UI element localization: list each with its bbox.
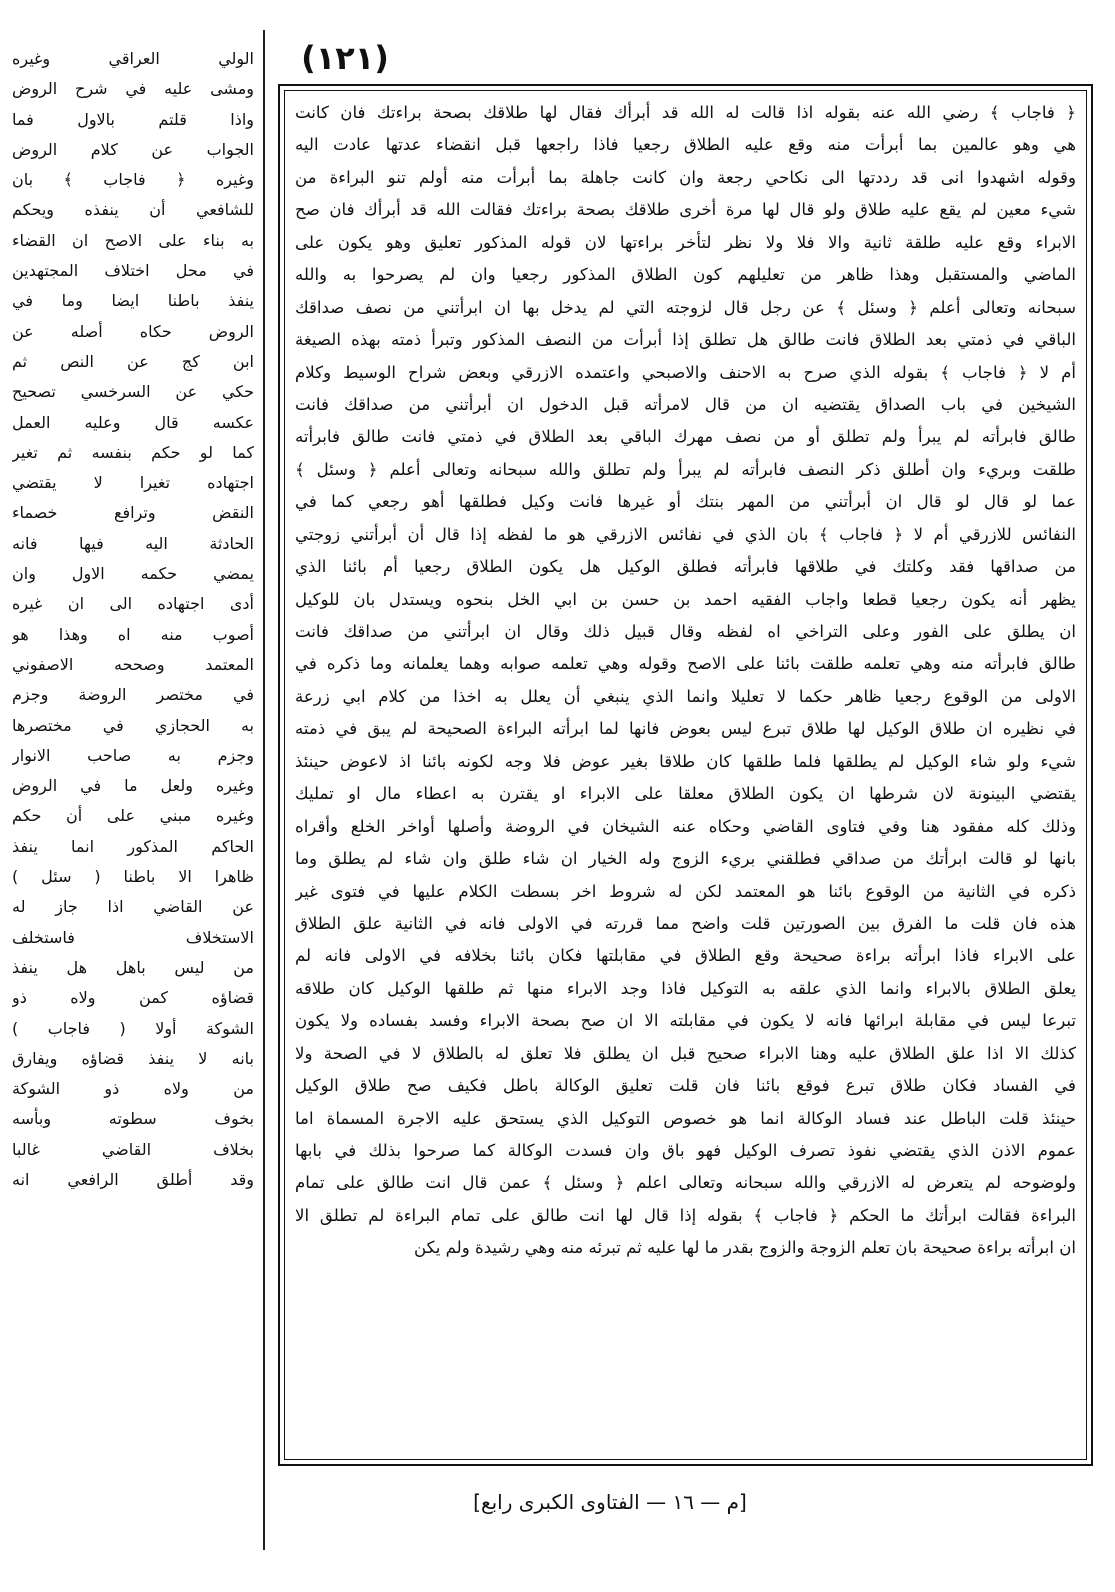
margin-text-line: وقد أطلق الرافعي انه xyxy=(12,1169,254,1189)
margin-text-line: النقض وترافع خصماء xyxy=(12,503,254,523)
margin-text-line: بخلاف القاضي غالبا xyxy=(12,1139,254,1159)
margin-text-line: في محل اختلاف المجتهدين xyxy=(12,261,254,281)
margin-text-line: من ليس باهل هل ينفذ xyxy=(12,957,254,977)
main-text-line: ان يطلق على الفور وعلى التراخي اه لفظه وقال قبيل ذلك وقال ان ابرأتني من صداقك فانت xyxy=(295,622,1076,641)
margin-text-line: بخوف سطوته وبأسه xyxy=(12,1109,254,1129)
main-text-line: البراءة فقالت ابرأتك ما الحكم ﴿ فاجاب ﴾ بقوله إذا قال لها انت طالق على تمام البراءة لم تطلق الا xyxy=(295,1205,1076,1225)
margin-text-line: واذا قلتم بالاول فما xyxy=(12,109,254,129)
margin-text-line: كما لو حكم بنفسه ثم تغير xyxy=(12,442,254,462)
margin-text-line: وجزم به صاحب الانوار xyxy=(12,745,254,765)
margin-commentary xyxy=(12,44,254,1474)
column-separator xyxy=(263,30,265,1550)
margin-text-line: حكي عن السرخسي تصحيح xyxy=(12,382,254,402)
main-text-line: هذه فان قلت ما الفرق بين الصورتين قلت واضح مما قررته في الاولى فانه في الثانية علق الطلاق xyxy=(295,913,1076,933)
main-text-line: تبرعا ليس في مقابلة ابرائها فانه لا يكون في مقابلته الا ان صح بصحة الابراء وفسد بفساده ولا يكون xyxy=(295,1011,1076,1031)
margin-text-line: الحادثة اليه فيها فانه xyxy=(12,533,254,553)
margin-text-line: الروض حكاه أصله عن xyxy=(12,321,254,341)
margin-text-line: عكسه قال وعليه العمل xyxy=(12,412,254,432)
main-text-line: هي وهو عالمين بما أبرأت منه وقع عليه الطلاق رجعيا فاذا راجعها قبل انقضاء عدتها عادت اليه xyxy=(295,135,1076,155)
main-text-line: أم لا ﴿ فاجاب ﴾ بقوله الذي صرح به الاحنف والاصبحي واعتمده الازرقي وبعض شراح الوسيط وكلام xyxy=(295,362,1076,382)
margin-text-line: الشوكة أولا ( فاجاب ) xyxy=(12,1018,254,1038)
main-text-line: سبحانه وتعالى أعلم ﴿ وسئل ﴾ عن رجل قال لزوجته التي لم يدخل بها ان ابرأتني من نصف صداقك xyxy=(295,297,1076,317)
margin-text-line: اجتهاده تغيرا لا يقتضي xyxy=(12,473,254,493)
margin-text-line: به بناء على الاصح ان القضاء xyxy=(12,230,254,250)
main-text-line: الابراء وقع عليه طلقة ثانية والا فلا ولا نظر لتأخر براءتها لان قوله المذكور تعليق وهو يكون على xyxy=(295,232,1076,252)
main-text-line: طالق فابرأته منه وهي تعلمه طلقت بائنا على الاصح وقوله وهي تعلمه صوابه وهما يعلمانه وما ذكره في xyxy=(295,654,1076,674)
margin-text-line: المعتمد وصححه الاصفوني xyxy=(12,654,254,674)
main-text-line: على الابراء فاذا ابرأته براءة صحيحة وقع الطلاق في مقابلتها فكان بائنا بخلافه في الاولى فانه لم xyxy=(295,946,1076,966)
main-text-line: وقوله اشهدوا انى قد رددتها الى نكاحي رجعة وان كانت جاهلة بما أبرأت منه أولم تنو البراءة من xyxy=(295,167,1076,187)
main-text-body xyxy=(284,90,1087,1460)
main-text-line: ان ابرأته براءة صحيحة بان تعلم الزوجة والزوج بقدر ما لها عليه ثم تبرئه منه وهي رشيدة ولم يكن xyxy=(413,1238,1076,1258)
margin-text-line: للشافعي أن ينفذه ويحكم xyxy=(12,200,254,220)
main-text-line: ﴿ فاجاب ﴾ رضي الله عنه بقوله اذا قالت له الله قد أبرأك فقال لها طلاقك بصحة براءتك فان كانت xyxy=(295,103,1076,122)
margin-text-line: أدى اجتهاده الى ان غيره xyxy=(12,594,254,614)
main-text-line: يعلق الطلاق بالابراء وانما الذي علقه به التوكيل فاذا وجد الابراء منها ثم طلقها الوكيل كان طلاقه xyxy=(295,978,1076,998)
main-text-line: عموم الاذن الذي يقتضي نفوذ تصرف الوكيل فهو باق وان فسدت الوكالة كما صرحوا بذلك في بابها xyxy=(295,1141,1076,1160)
main-text-line: ولوضوحه لم يتعرض له الازرقي والله سبحانه وتعالى اعلم ﴿ وسئل ﴾ عمن قال انت طالق على تمام xyxy=(295,1173,1076,1193)
margin-text-line: في مختصر الروضة وجزم xyxy=(12,685,254,705)
margin-text-line: قضاؤه كمن ولاه ذو xyxy=(12,988,254,1008)
main-text-line: طالق فابرأته لم يبرأ ولم تطلق أو من نصف مهرك الباقي بعد الطلاق في ذمتي فانت طالق فابرأته xyxy=(295,427,1076,447)
margin-text-line: الاستخلاف فاستخلف xyxy=(12,927,254,947)
footer-signature: [م — ١٦ — الفتاوى الكبرى رابع] xyxy=(473,1490,747,1514)
margin-text-line: ينفذ باطنا ايضا وما في xyxy=(12,291,254,311)
main-text-line: الباقي في ذمتي بعد الطلاق فانت طالق هل تطلق إذا أبرأت من النصف المذكور وتبرأ ذمته بهذه الصيغة xyxy=(295,330,1076,350)
margin-text-line: الحاكم المذكور انما ينفذ xyxy=(12,836,254,856)
margin-text-line: الجواب عن كلام الروض xyxy=(12,139,254,159)
margin-text-line: الولي العراقي وغيره xyxy=(12,49,254,68)
main-text-line: يقتضي البينونة لان شرطها ان يكون الطلاق معلقا على الابراء او يقترن به اعطاء مال او تمليك xyxy=(295,784,1076,804)
main-text-line: حينئذ قلت الباطل عند فساد الوكالة انما هو خصوص التوكيل الذي يستحق عليه الاجرة المسماة اما xyxy=(295,1108,1076,1128)
margin-text-line: وغيره مبني على أن حكم xyxy=(12,806,254,826)
margin-text-line: ابن كج عن النص ثم xyxy=(12,351,254,371)
margin-text-line: ومشى عليه في شرح الروض xyxy=(12,79,254,99)
main-text-line: ذكره في الثانية من الوقوع بائنا هو المعتمد لكن له شروط اخر بسطت الكلام عليها في فتوى غير xyxy=(295,881,1076,901)
margin-text-line: ظاهرا الا باطنا ( سئل ) xyxy=(12,867,254,887)
margin-text-line: بانه لا ينفذ قضاؤه ويفارق xyxy=(12,1048,254,1068)
main-text-line: الماضي والمستقبل وهذا ظاهر من تعليلهم كون الطلاق المذكور رجعيا وان لم يصرحوا به والله xyxy=(295,265,1076,285)
main-text-line: شيء ولو شاء الوكيل لم يطلقها فلما طلقها كان طلاقا بغير عوض فلا وجه لكونه بائنا اذ لاعوض حينئذ xyxy=(295,751,1076,771)
page-number: (١٢١) xyxy=(301,39,389,77)
margin-text-line: وغيره ولعل ما في الروض xyxy=(12,776,254,796)
margin-text-line: عن القاضي اذا جاز له xyxy=(12,897,254,917)
main-text-line: من صداقها فقد وكلتك في طلاقها فابرأته فطلق الوكيل هل يكون الطلاق رجعيا أم بائنا الذي xyxy=(295,557,1076,577)
main-text-line: عما لو قال لو قال ان أبرأتني من المهر بنتك أو غيرها فانت وكيل فطلقها أهو رجعي كما في xyxy=(295,492,1076,512)
main-text-line: النفائس للازرقي أم لا ﴿ فاجاب ﴾ بان الذي في نفائس الازرقي هو ما لفظه إذا قال أن أبرأتني زوجتي xyxy=(295,524,1076,544)
margin-text-line: به الحجازي في مختصرها xyxy=(12,715,254,735)
main-text-line: يظهر أنه يكون رجعيا قطعا واجاب الفقيه احمد بن حسن بن ابي الخل بنحوه ويستدل بان للوكيل xyxy=(295,589,1076,609)
main-text-line: الاولى من الوقوع رجعيا ظاهر حكما لا تعليلا وانما الذي ينبغي أن يعلل به اخذا من كلام ابي زرعة xyxy=(295,686,1076,706)
main-text-line: كذلك الا اذا علق الطلاق عليه وهنا الابراء صحيح قبل ان يطلق فلا تعلق له بالطلاق لا في الصحة ولا xyxy=(295,1043,1076,1063)
main-text-line: وذلك كله مفقود هنا وفي فتاوى القاضي وحكاه عنه الشيخان في الروضة وأصلها أواخر الخلع وأقراه xyxy=(295,816,1076,836)
margin-text-line: من ولاه ذو الشوكة xyxy=(12,1079,254,1099)
main-text-line: طلقت وبريء وان أطلق ذكر النصف فابرأته لم يبرأ ولم تطلق والله سبحانه وتعالى أعلم ﴿ وسئل ﴾ xyxy=(295,459,1076,479)
margin-text-line: يمضي حكمه الاول وان xyxy=(12,564,254,584)
main-text-line: شيء معين لم يقع عليه طلاق ولو قال لها مرة أخرى طلاقك بصحة براءتك فقالت الله قد أبرأك فان صح xyxy=(295,200,1076,220)
main-text-line: الشيخين في باب الصداق يقتضيه ان من قال لامرأته قبل الدخول ان أبرأتني من صداقك فانت xyxy=(295,394,1076,414)
margin-text-line: وغيره ﴿ فاجاب ﴾ بان xyxy=(12,170,254,190)
main-text-line: بانها لو قالت ابرأتك من صداقي فطلقني بريء الزوج وله الخيار ان شاء طلق وان شاء لم يطلق وما xyxy=(295,849,1076,869)
main-text-line: في نظيره ان طلاق الوكيل لها طلاق تبرع ليس بعوض فانها لما ابرأته البراءة الصحيحة لم يبق في ذمته xyxy=(295,719,1076,739)
main-text-line: في الفساد فكان طلاق تبرع فوقع بائنا فان قلت تعليق الوكالة باطل فكيف صح طلاق الوكيل xyxy=(295,1076,1076,1096)
main-text-frame xyxy=(278,84,1093,1466)
margin-text-line: أصوب منه اه وهذا هو xyxy=(12,624,254,644)
